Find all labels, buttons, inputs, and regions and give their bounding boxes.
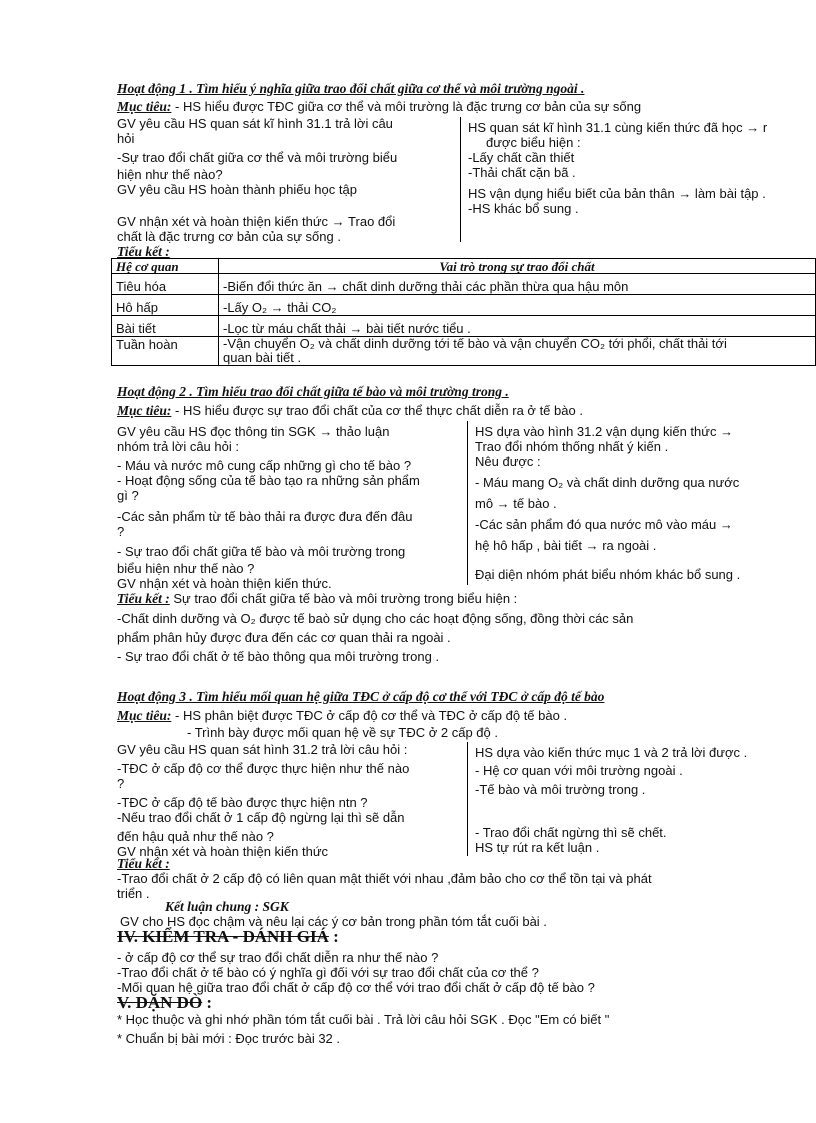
text-line: -Các sản phẩm đó qua nước mô vào máu → — [475, 517, 733, 532]
text-line: hỏi — [117, 131, 135, 146]
section-4-title: IV. KIỂM TRA - ĐÁNH GIÁ : — [117, 927, 339, 946]
text-line: -Các sản phẩm từ tế bào thải ra được đưa đến đâu — [117, 509, 413, 524]
table-row — [112, 337, 816, 366]
text-line: - Trao đổi chất ngừng thì sẽ chết. — [475, 825, 667, 840]
table-cell: -Biến đổi thức ăn → chất dinh dưỡng thải các phần thừa qua hậu môn — [219, 274, 816, 295]
table-header-cell: Vai trò trong sự trao đổi chất — [219, 259, 816, 274]
text-line: -Nếu trao đổi chất ở 1 cấp độ ngừng lại thì sẽ dẫn — [117, 810, 405, 825]
text-line: - Máu và nước mô cung cấp những gì cho tế bào ? — [117, 458, 412, 473]
organ-role-table — [111, 258, 816, 366]
table-cell: Hô hấp — [112, 295, 219, 316]
activity-3-summary-label: Tiểu kết : — [117, 856, 170, 871]
text-line: - Sự trao đổi chất ở tế bào thông qua môi trường trong . — [117, 649, 440, 664]
text-line: GV nhận xét và hoàn thiện kiến thức. — [117, 576, 332, 591]
text-line: GV nhận xét và hoàn thiện kiến thức → Trao đổi — [117, 214, 396, 229]
column-divider — [460, 117, 461, 242]
text-line: ? — [117, 776, 125, 791]
activity-3-goal: Mục tiêu: - HS phân biệt được TĐC ở cấp độ cơ thể và TĐC ở cấp độ tế bào . — [117, 708, 568, 723]
table-row — [112, 295, 816, 316]
table-header-row — [112, 259, 816, 274]
text-line: Nêu được : — [475, 454, 541, 469]
table-row — [112, 274, 816, 295]
table-cell: Tiêu hóa — [112, 274, 219, 295]
text-line: HS vận dụng hiểu biết của bản thân → làm bài tập . — [468, 186, 766, 201]
text-line: - Hoạt động sống của tế bào tạo ra những sản phẩm — [117, 473, 420, 488]
text-line: -TĐC ở cấp độ cơ thể được thực hiện như thế nào — [117, 761, 410, 776]
text-line: HS dựa vào kiến thức mục 1 và 2 trả lời được . — [475, 745, 748, 760]
table-cell: -Lấy O₂ → thải CO₂ — [219, 295, 816, 316]
text-line: HS quan sát kĩ hình 31.1 cùng kiến thức đã học → r — [468, 120, 768, 135]
text-line: phẩm phân hủy được đưa đến các cơ quan thải ra ngoài . — [117, 630, 451, 645]
text-line: -HS khác bổ sung . — [468, 201, 579, 216]
text-line: ? — [117, 524, 125, 539]
text-line: -Tế bào và môi trường trong . — [475, 782, 646, 797]
activity-3-title: Hoạt động 3 . Tìm hiểu mối quan hệ giữa TĐC ở cấp độ cơ thể với TĐC ở cấp độ tế bào — [117, 689, 605, 704]
text-line: HS dựa vào hình 31.2 vận dụng kiến thức → — [475, 424, 734, 439]
activity-2-summary-lines — [117, 609, 633, 666]
activity-3-right-col — [475, 745, 747, 855]
text-line: GV yêu cầu HS quan sát hình 31.2 trả lời câu hỏi : — [117, 742, 408, 757]
table-row — [112, 316, 816, 337]
column-divider — [467, 421, 468, 585]
activity-1-summary-label: Tiểu kết : — [117, 244, 170, 259]
text-line: -Trao đổi chất ở tế bào có ý nghĩa gì đối với sự trao đổi chất của cơ thể ? — [117, 965, 539, 980]
column-divider — [467, 742, 468, 856]
text-line: -Chất dinh dưỡng và O₂ được tế baò sử dụng cho các hoạt động sống, đồng thời các sản — [117, 611, 634, 626]
text-line: gì ? — [117, 488, 139, 503]
text-line: GV nhận xét và hoàn thiện kiến thức — [117, 844, 329, 859]
text-line: -TĐC ở cấp độ tế bào được thực hiện ntn ? — [117, 795, 368, 810]
activity-2-title: Hoạt động 2 . Tìm hiểu trao đổi chất giữa tế bào và môi trường trong . — [117, 384, 509, 399]
section-5-lines — [117, 1011, 609, 1047]
activity-1-title: Hoạt động 1 . Tìm hiểu ý nghĩa giữa trao đổi chất giữa cơ thể và môi trường ngoài . — [117, 81, 585, 96]
table-header-cell: Hệ cơ quan — [112, 259, 219, 274]
text-line: - ở cấp độ cơ thể sự trao đổi chất diễn ra như thế nào ? — [117, 950, 439, 965]
text-line: * Chuẩn bị bài mới : Đọc trước bài 32 . — [117, 1031, 341, 1046]
activity-3-left-col — [117, 742, 409, 859]
activity-2-summary: Tiểu kết : Sự trao đổi chất giữa tế bào và môi trường trong biểu hiện : — [117, 591, 518, 606]
text-line: -Vận chuyển O₂ và chất dinh dưỡng tới tế bào và vận chuyển CO₂ tới phổi, chất thải tới — [223, 336, 727, 351]
text-line: nhóm trả lời câu hỏi : — [117, 439, 239, 454]
activity-2-left-col — [117, 424, 420, 591]
text-line: được biểu hiện : — [486, 135, 581, 150]
activity-1-right-col — [468, 120, 767, 216]
text-line: - Máu mang O₂ và chất dinh dưỡng qua nước — [475, 475, 740, 490]
text-line: chất là đặc trưng cơ bản của sự sống . — [117, 229, 341, 244]
table-cell: Tuần hoàn — [112, 337, 219, 366]
text-line: - Sự trao đổi chất giữa tế bào và môi trường trong — [117, 544, 406, 559]
text-line: - Hệ cơ quan với môi trường ngoài . — [475, 763, 683, 778]
text-line: triển . — [117, 886, 150, 901]
activity-2-right-col — [475, 424, 740, 582]
activity-1-goal: Mục tiêu: - HS hiểu được TĐC giữa cơ thể và môi trường là đặc trưng cơ bản của sự sống — [117, 99, 642, 114]
activity-3-goal-2: - Trình bày được mối quan hệ về sự TĐC ở 2 cấp độ . — [187, 725, 498, 740]
text-line: hệ hô hấp , bài tiết → ra ngoài . — [475, 538, 657, 553]
text-line: GV yêu cầu HS quan sát kĩ hình 31.1 trả lời câu — [117, 116, 393, 131]
text-line: Đại diện nhóm phát biểu nhóm khác bổ sung . — [475, 567, 741, 582]
text-line: * Học thuộc và ghi nhớ phần tóm tắt cuối bài . Trả lời câu hỏi SGK . Đọc "Em có biết " — [117, 1012, 610, 1027]
general-conclusion: Kết luận chung : SGK — [165, 899, 289, 914]
section-5-title: V. DẶN DÒ : — [117, 993, 213, 1012]
text-line: đến hậu quả như thế nào ? — [117, 829, 274, 844]
text-line: -Trao đổi chất ở 2 cấp độ có liên quan mật thiết với nhau ,đảm bảo cho cơ thể tồn tại và phát — [117, 871, 652, 886]
text-line: -Lấy chất cần thiết — [468, 150, 575, 165]
activity-3-summary-lines — [117, 871, 652, 901]
activity-2-goal: Mục tiêu: - HS hiểu được sự trao đổi chất của cơ thể thực chất diễn ra ở tế bào . — [117, 403, 583, 418]
text-line: Trao đổi nhóm thống nhất ý kiến . — [475, 439, 669, 454]
table-cell: Bài tiết — [112, 316, 219, 337]
text-line: biểu hiện như thế nào ? — [117, 561, 255, 576]
text-line: mô → tế bào . — [475, 496, 557, 511]
text-line: quan bài tiết . — [223, 350, 302, 365]
text-line: -Mối quan hệ giữa trao đổi chất ở cấp độ cơ thể với trao đổi chất ở cấp độ tế bào ? — [117, 980, 595, 995]
section-4-questions — [117, 950, 595, 995]
text-line: HS tự rút ra kết luận . — [475, 840, 600, 855]
table-cell — [219, 337, 816, 366]
activity-1-left-col — [117, 116, 397, 244]
text-line: GV yêu cầu HS hoàn thành phiếu học tập — [117, 182, 357, 197]
text-line: GV yêu cầu HS đọc thông tin SGK → thảo luận — [117, 424, 390, 439]
text-line: -Sự trao đổi chất giữa cơ thể và môi trường biểu — [117, 150, 398, 165]
conclusion-note: GV cho HS đọc chậm và nêu lại các ý cơ bản trong phần tóm tắt cuối bài . — [120, 914, 547, 929]
text-line: -Thải chất cặn bã . — [468, 165, 576, 180]
text-line: hiện như thế nào? — [117, 167, 223, 182]
table-cell: -Lọc từ máu chất thải → bài tiết nước tiểu . — [219, 316, 816, 337]
